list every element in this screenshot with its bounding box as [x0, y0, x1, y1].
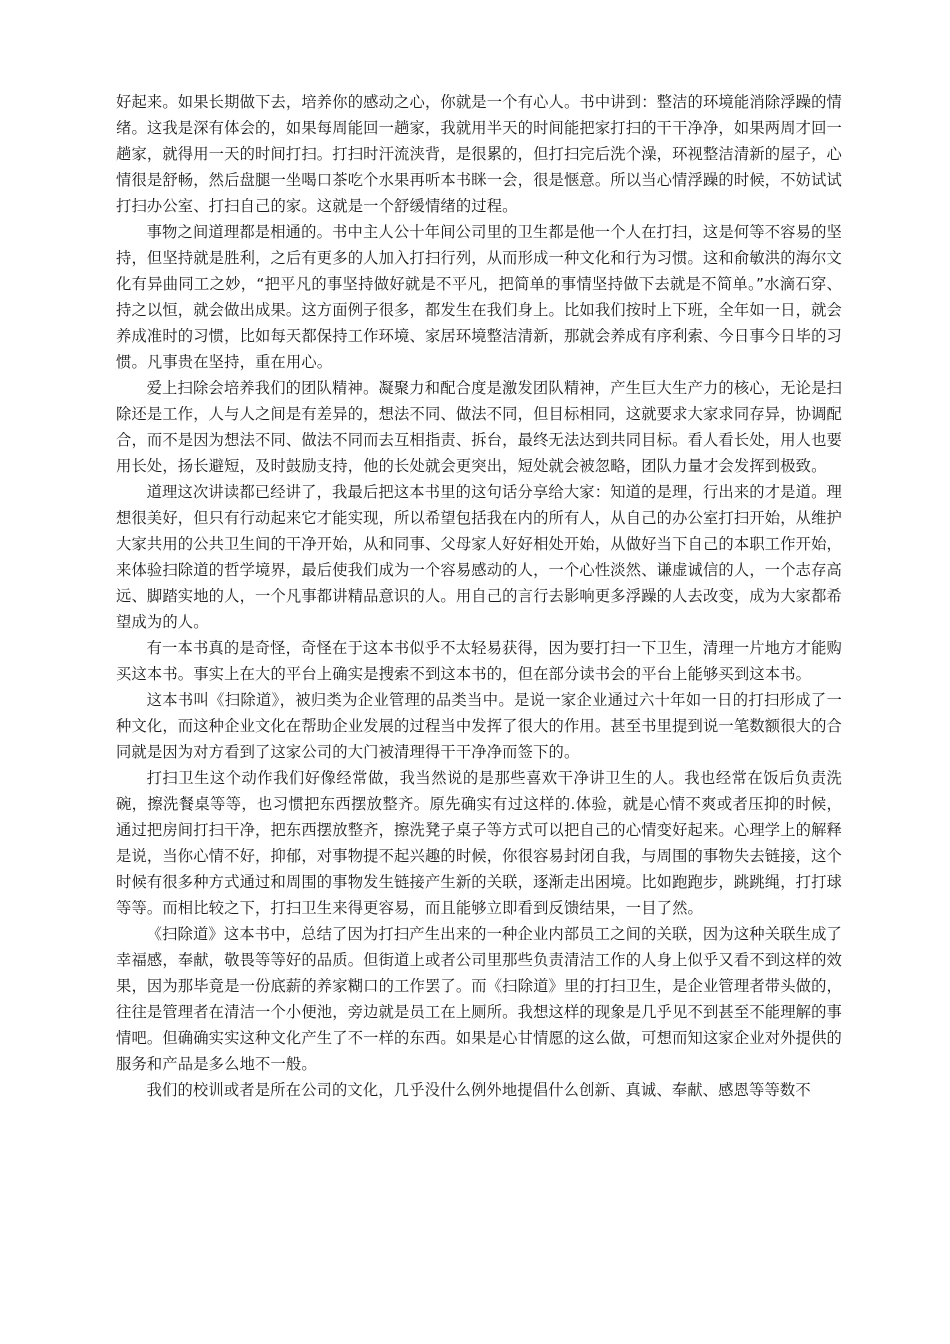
paragraph-2: 事物之间道理都是相通的。书中主人公十年间公司里的卫生都是他一个人在打扫，这是何等不容易的坚持，但坚持就是胜利，之后有更多的人加入打扫行列，从而形成一种文化和行为习惯。这和俞敏洪的海尔文化有异曲同工之妙，“把平凡的事坚持做好就是不平凡，把简单的事情坚持做下去就是不简单。”水滴石穿、持之以恒，就会做出成果。这方面例子很多，都发生在我们身上。比如我们按时上下班，全年如一日，就会养成准时的习惯，比如每天都保持工作环境、家居环境整洁清新，那就会养成有序利索、今日事今日毕的习惯。凡事贵在坚持，重在用心。	[116, 223, 843, 371]
paragraph-4: 道理这次讲读都已经讲了，我最后把这本书里的这句话分享给大家：知道的是理，行出来的才是道。理想很美好，但只有行动起来它才能实现，所以希望包括我在内的所有人，从自己的办公室打扫开始，从维护大家共用的公共卫生间的干净开始，从和同事、父母家人好好相处开始，从做好当下自己的本职工作开始，来体验扫除道的哲学境界，最后使我们成为一个容易感动的人，一个心性淡然、谦虚诚信的人，一个志存高远、脚踏实地的人，一个凡事都讲精品意识的人。用自己的言行去影响更多浮躁的人去改变，成为大家都希望成为的人。	[116, 483, 843, 631]
document-page	[116, 89, 842, 1103]
paragraph-7: 打扫卫生这个动作我们好像经常做，我当然说的是那些喜欢干净讲卫生的人。我也经常在饭后负责洗碗，擦洗餐桌等等，也习惯把东西摆放整齐。原先确实有过这样的.体验，就是心情不爽或者压抑的时候，通过把房间打扫干净，把东西摆放整齐，擦洗凳子桌子等方式可以把自己的心情变好起来。心理学上的解释是说，当你心情不好，抑郁，对事物提不起兴趣的时候，你很容易封闭自我，与周围的事物失去链接，这个时候有很多种方式通过和周围的事物发生链接产生新的关联，逐渐走出困境。比如跑跑步，跳跳绳，打打球等等。而相比较之下，打扫卫生来得更容易，而且能够立即看到反馈结果，一目了然。	[116, 769, 843, 917]
paragraph-9: 我们的校训或者是所在公司的文化，几乎没什么例外地提倡什么创新、真诚、奉献、感恩等等数不	[146, 1081, 811, 1099]
paragraph-6: 这本书叫《扫除道》，被归类为企业管理的品类当中。是说一家企业通过六十年如一日的打扫形成了一种文化，而这种企业文化在帮助企业发展的过程当中发挥了很大的作用。甚至书里提到说一笔数额很大的合同就是因为对方看到了这家公司的大门被清理得干干净净而签下的。	[116, 691, 843, 761]
paragraph-1: 好起来。如果长期做下去，培养你的感动之心，你就是一个有心人。书中讲到：整洁的环境能消除浮躁的情绪。这我是深有体会的，如果每周能回一趟家，我就用半天的时间能把家打扫的干干净净，如果两周才回一趟家，就得用一天的时间打扫。打扫时汗流浃背，是很累的，但打扫完后洗个澡，环视整洁清新的屋子，心情很是舒畅，然后盘腿一坐喝口茶吃个水果再听本书眯一会，很是惬意。所以当心情浮躁的时候，不妨试试打扫办公室、打扫自己的家。这就是一个舒缓情绪的过程。	[116, 93, 843, 215]
paragraph-5: 有一本书真的是奇怪，奇怪在于这本书似乎不太轻易获得，因为要打扫一下卫生，清理一片地方才能购买这本书。事实上在大的平台上确实是搜索不到这本书的，但在部分读书会的平台上能够买到这本书。	[116, 639, 842, 683]
paragraph-3: 爱上扫除会培养我们的团队精神。凝聚力和配合度是激发团队精神，产生巨大生产力的核心，无论是扫除还是工作，人与人之间是有差异的，想法不同、做法不同，但目标相同，这就要求大家求同存异，协调配合，而不是因为想法不同、做法不同而去互相指责、拆台，最终无法达到共同目标。看人看长处，用人也要用长处，扬长避短，及时鼓励支持，他的长处就会更突出，短处就会被忽略，团队力量才会发挥到极致。	[116, 379, 843, 475]
paragraph-8: 《扫除道》这本书中，总结了因为打扫产生出来的一种企业内部员工之间的关联，因为这种关联生成了幸福感，奉献，敬畏等等好的品质。但街道上或者公司里那些负责清洁工作的人身上似乎又看不到这样的效果，因为那毕竟是一份底薪的养家糊口的工作罢了。而《扫除道》里的打扫卫生，是企业管理者带头做的，往往是管理者在清洁一个小便池，旁边就是员工在上厕所。我想这样的现象是几乎见不到甚至不能理解的事情吧。但确确实实这种文化产生了不一样的东西。如果是心甘情愿的这么做，可想而知这家企业对外提供的服务和产品是多么地不一般。	[116, 925, 843, 1073]
